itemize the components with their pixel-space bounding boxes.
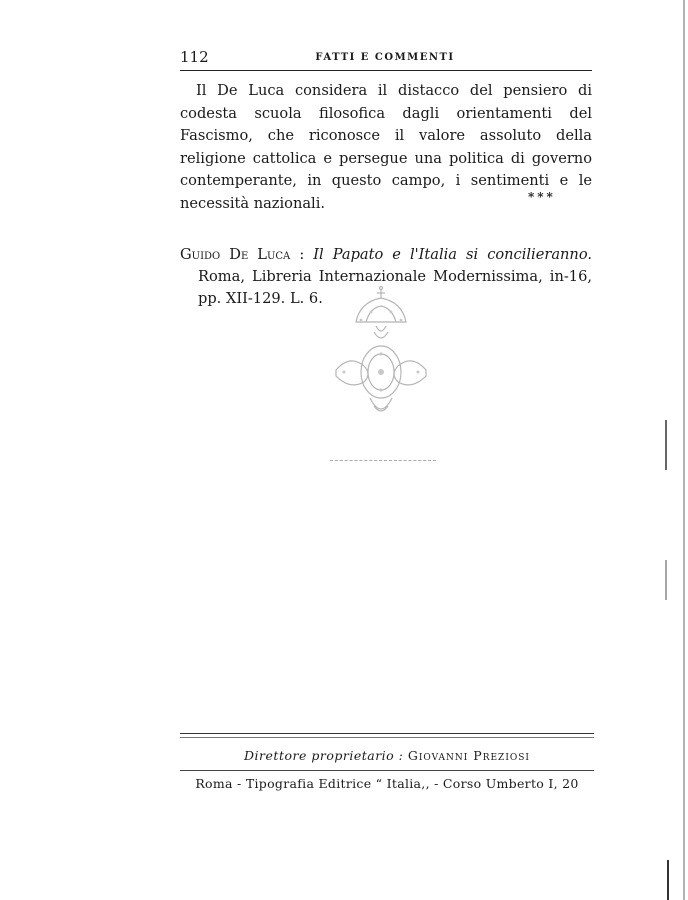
header-rule [180, 70, 592, 71]
running-title: FATTI E COMMENTI [315, 52, 455, 63]
author-separator: : [290, 246, 314, 263]
scan-edge-artifact [662, 0, 688, 900]
crown-cross-ornament-icon [326, 284, 436, 424]
book-details: Roma, Libreria Internazionale Modernissima, in-16, pp. XII-129. L. 6. [198, 268, 592, 307]
printer-imprint: Roma - Tipografia Editrice “ Italia,, - Corso Umberto I, 20 [195, 776, 579, 791]
editor-label: Direttore proprietario : [244, 748, 404, 763]
footer-rule [180, 770, 594, 771]
page-header [180, 48, 590, 68]
book-title: Il Papato e l'Italia si concilieranno. [313, 246, 593, 263]
footer-double-rule-top [180, 733, 594, 734]
book-author: Guido De Luca [180, 246, 291, 263]
body-paragraph: Il De Luca considera il distacco del pensiero di codesta scuola filosofica dagli orientamenti del Fascismo, che riconosce il valore assoluto della religione cattolica e persegue una politica di governo contemperante, in questo campo, i sentimenti e le necessità nazionali. [180, 82, 592, 212]
footer-double-rule-bottom [180, 737, 594, 738]
ornament-rule [330, 460, 436, 461]
section-separator: *** [528, 190, 556, 204]
page-number: 112 [180, 48, 209, 66]
editor-name: Giovanni Preziosi [407, 748, 530, 763]
editor-line [180, 748, 594, 763]
